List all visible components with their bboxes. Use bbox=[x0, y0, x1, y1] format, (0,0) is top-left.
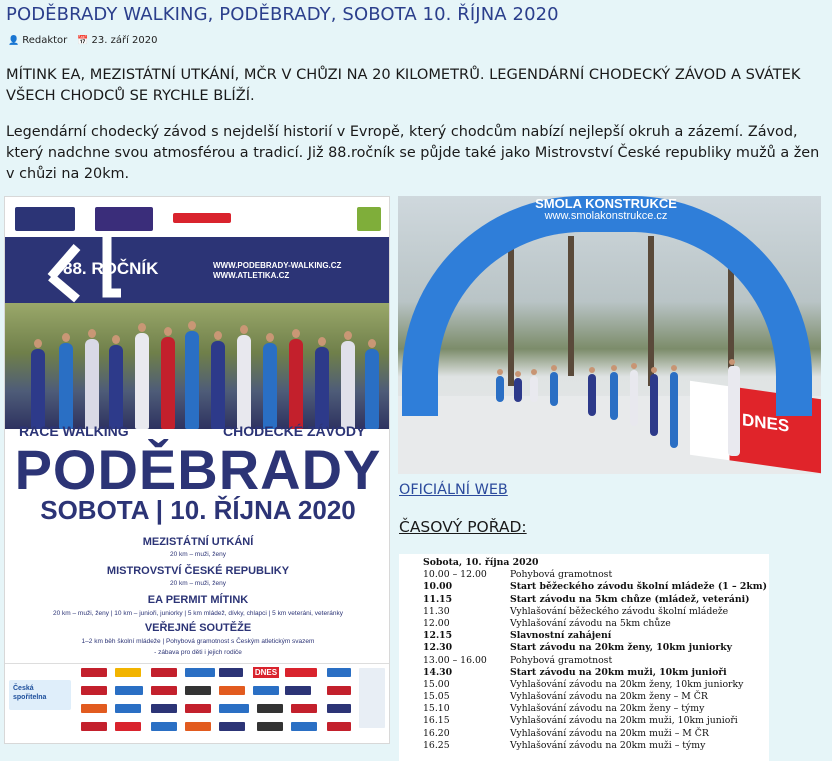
finish-arch bbox=[402, 196, 812, 416]
poster-date: SOBOTA | 10. ŘÍJNA 2020 bbox=[40, 495, 356, 525]
user-icon: 👤 bbox=[8, 36, 20, 46]
sponsor-logo bbox=[257, 704, 283, 713]
sponsor-logo bbox=[219, 704, 249, 713]
walker bbox=[59, 343, 73, 429]
poster-right-heading: CHODECKÉ ZÁVODY bbox=[223, 423, 366, 439]
race-photo-image bbox=[398, 196, 821, 474]
schedule-row bbox=[423, 606, 769, 618]
walker bbox=[161, 337, 175, 429]
poster-line: MISTROVSTVÍ ČESKÉ REPUBLIKY bbox=[106, 565, 290, 577]
poster-edition: 88. ROČNÍK bbox=[63, 259, 159, 278]
sponsor-logo bbox=[185, 686, 211, 695]
schedule-time: 14.30 bbox=[423, 666, 453, 678]
sponsor-logo bbox=[291, 722, 317, 731]
logo-region bbox=[357, 207, 381, 231]
sponsor-mark: DNES bbox=[254, 668, 278, 677]
poster-urls bbox=[213, 261, 341, 281]
poster-line: MEZISTÁTNÍ UTKÁNÍ bbox=[142, 536, 254, 548]
sponsor-logo bbox=[291, 704, 317, 713]
sponsor-logo bbox=[285, 668, 317, 677]
poster-line: 20 km – muži, ženy bbox=[170, 551, 226, 558]
sponsor-logo bbox=[115, 704, 141, 713]
barrier-text: DNES bbox=[742, 410, 790, 436]
sponsor-logo bbox=[219, 668, 243, 677]
sponsor-logo bbox=[185, 668, 215, 677]
walker bbox=[109, 345, 123, 429]
schedule-time: 10.00 – 12.00 bbox=[423, 569, 487, 581]
poster-line: 20 km – muži, ženy bbox=[170, 580, 226, 587]
sponsor-logo bbox=[285, 686, 311, 695]
poster-top-logos bbox=[15, 207, 381, 231]
schedule-time: 16.15 bbox=[423, 715, 450, 727]
schedule-row bbox=[423, 679, 769, 691]
schedule-row bbox=[423, 569, 769, 581]
schedule-event: Vyhlašování závodu na 5km chůze bbox=[510, 617, 671, 629]
sponsor-logo bbox=[327, 668, 351, 677]
sponsor-logo bbox=[115, 722, 141, 731]
poster-sponsors bbox=[5, 663, 390, 744]
walker bbox=[630, 370, 638, 426]
sponsor-logo bbox=[115, 668, 141, 677]
schedule-event: Slavnostní zahájení bbox=[510, 630, 612, 642]
walker bbox=[514, 378, 522, 402]
sponsor-logo bbox=[359, 668, 385, 728]
walker bbox=[315, 347, 329, 429]
schedule-time: 12.15 bbox=[423, 630, 453, 642]
sponsor-logo bbox=[219, 722, 245, 731]
sponsor-logo bbox=[327, 704, 351, 713]
sponsor-logo bbox=[185, 722, 211, 731]
walker bbox=[650, 374, 658, 436]
schedule-event: Vyhlašování závodu na 20km muži – M ČR bbox=[510, 727, 709, 739]
sponsor-logo bbox=[151, 722, 177, 731]
schedule-heading: ČASOVÝ POŘAD: bbox=[399, 518, 527, 536]
schedule-day: Sobota, 10. října 2020 bbox=[423, 557, 539, 568]
sponsor-logo bbox=[81, 686, 107, 695]
schedule-time: 12.30 bbox=[423, 642, 453, 654]
schedule-event: Start závodu na 5km chůze (mládež, veteráni) bbox=[510, 593, 750, 605]
sponsor-logo bbox=[327, 722, 351, 731]
poster-url-1: WWW.PODEBRADY-WALKING.CZ bbox=[213, 261, 342, 270]
sponsor-logo bbox=[185, 704, 211, 713]
schedule-time: 15.10 bbox=[423, 703, 450, 715]
post-date bbox=[77, 35, 157, 46]
poster-line: EA PERMIT MÍTINK bbox=[147, 594, 249, 606]
walker bbox=[341, 341, 355, 429]
poster-line: 1–2 km běh školní mládeže | Pohybová gramotnost s Českým atletickým svazem bbox=[81, 638, 315, 645]
schedule-time: 11.30 bbox=[423, 605, 450, 617]
schedule-event: Vyhlašování závodu na 20km muži, 10km junioři bbox=[510, 715, 738, 727]
schedule-event: Vyhlašování závodu na 20km ženy – M ČR bbox=[510, 691, 708, 703]
walker bbox=[85, 339, 99, 429]
schedule-row bbox=[423, 740, 769, 752]
schedule-event: Pohybová gramotnost bbox=[510, 654, 613, 666]
sponsor-logo bbox=[257, 722, 283, 731]
walker bbox=[670, 372, 678, 448]
official-web-link[interactable]: OFICIÁLNÍ WEB bbox=[399, 482, 508, 498]
schedule-event: Vyhlašování běžeckého závodu školní mládeže bbox=[510, 605, 729, 617]
sponsor-logo bbox=[253, 667, 279, 678]
schedule-row bbox=[423, 691, 769, 703]
schedule-time: 16.20 bbox=[423, 727, 450, 739]
poster-line: - zábava pro děti i jejich rodiče bbox=[154, 649, 242, 656]
walker bbox=[185, 331, 199, 429]
walker bbox=[728, 366, 740, 456]
schedule-row bbox=[423, 667, 769, 679]
walker bbox=[588, 374, 596, 416]
poster-line: 20 km – muži, ženy | 10 km – junioři, juniorky | 5 km mládež, dívky, chlapci | 5 km veteráni, veteránky bbox=[53, 610, 343, 617]
article-title: PODĚBRADY WALKING, PODĚBRADY, SOBOTA 10. ŘÍJNA 2020 bbox=[6, 4, 559, 25]
schedule-event: Vyhlašování závodu na 20km ženy, 10km juniorky bbox=[510, 678, 744, 690]
walker bbox=[496, 376, 504, 402]
schedule-time: 16.25 bbox=[423, 739, 450, 751]
sponsor-logo bbox=[151, 704, 177, 713]
walker bbox=[550, 372, 558, 406]
poster-url-2: WWW.ATLETIKA.CZ bbox=[213, 271, 290, 280]
schedule-event: Start běžeckého závodu školní mládeže (1 – 2km) bbox=[510, 581, 767, 593]
schedule-table bbox=[399, 554, 769, 761]
sponsor-label: Česká spořitelna bbox=[13, 685, 47, 701]
sponsor-logo bbox=[219, 686, 245, 695]
walker bbox=[135, 333, 149, 429]
post-date-text: 23. září 2020 bbox=[91, 35, 158, 46]
schedule-time: 13.00 – 16.00 bbox=[423, 654, 487, 666]
schedule-row bbox=[423, 715, 769, 727]
article-meta bbox=[8, 35, 158, 46]
schedule-row bbox=[423, 618, 769, 630]
schedule-event: Vyhlašování závodu na 20km ženy – týmy bbox=[510, 703, 705, 715]
author[interactable] bbox=[8, 35, 67, 46]
schedule-time: 12.00 bbox=[423, 617, 450, 629]
arch-text: SMOLA KONSTRUKCE bbox=[535, 196, 677, 211]
poster-walkers-photo bbox=[5, 303, 390, 429]
walker bbox=[263, 343, 277, 429]
walker bbox=[31, 349, 45, 429]
arch-url: www.smolakonstrukce.cz bbox=[544, 210, 668, 222]
walker bbox=[237, 335, 251, 429]
schedule-row bbox=[423, 581, 769, 593]
schedule-event: Vyhlašování závodu na 20km muži – týmy bbox=[510, 739, 706, 751]
logo-ceska-sporitelna bbox=[9, 680, 71, 710]
logo-podebrady bbox=[95, 207, 153, 231]
poster-city: PODĚBRADY bbox=[14, 438, 382, 501]
schedule-row bbox=[423, 655, 769, 667]
poster-left-heading: RACE WALKING bbox=[19, 423, 129, 439]
walker bbox=[530, 376, 538, 402]
walker bbox=[211, 341, 225, 429]
schedule-time: 11.15 bbox=[423, 593, 453, 605]
walker bbox=[289, 339, 303, 429]
schedule-event: Pohybová gramotnost bbox=[510, 569, 613, 581]
schedule-row bbox=[423, 728, 769, 740]
sponsor-logo bbox=[151, 686, 177, 695]
sponsor-logo bbox=[151, 668, 177, 677]
sponsor-logo bbox=[81, 722, 107, 731]
schedule-row bbox=[423, 594, 769, 606]
article-body: Legendární chodecký závod s nejdelší historií v Evropě, který chodcům nabízí nejlepší okruh a zázemí. Závod, který nadchne svou atmosférou a tradicí. Již 88.ročník se půjde také jako Mistrovství České republiky mužů a žen v chůzi na 20km. bbox=[6, 124, 820, 182]
logo-czech-athletics bbox=[15, 207, 75, 231]
poster-line: VEŘEJNÉ SOUTĚŽE bbox=[144, 622, 252, 634]
poster-banner bbox=[5, 237, 390, 303]
sponsor-logo bbox=[81, 704, 107, 713]
walker bbox=[365, 349, 379, 429]
author-name: Redaktor bbox=[22, 35, 68, 46]
schedule-event: Start závodu na 20km ženy, 10km juniorky bbox=[510, 642, 733, 654]
walker bbox=[610, 372, 618, 420]
schedule-row bbox=[423, 642, 769, 654]
sponsor-logo bbox=[81, 668, 107, 677]
calendar-icon: 📅 bbox=[77, 36, 89, 46]
event-poster-image bbox=[4, 196, 390, 744]
sponsor-logo bbox=[115, 686, 143, 695]
schedule-row bbox=[423, 703, 769, 715]
article-lead: MÍTINK EA, MEZISTÁTNÍ UTKÁNÍ, MČR V CHŮZI NA 20 KILOMETRŮ. LEGENDÁRNÍ CHODECKÝ ZÁVOD A SVÁTEK VŠECH CHODCŮ SE RYCHLE BLÍŽÍ. bbox=[6, 66, 801, 104]
schedule-time: 15.00 bbox=[423, 678, 450, 690]
sponsor-logo bbox=[327, 686, 351, 695]
schedule-time: 10.00 bbox=[423, 581, 453, 593]
schedule-event: Start závodu na 20km muži, 10km junioři bbox=[510, 666, 727, 678]
logo-partner bbox=[173, 213, 231, 223]
schedule-time: 15.05 bbox=[423, 691, 450, 703]
schedule-row bbox=[423, 630, 769, 642]
sponsor-logo bbox=[253, 686, 279, 695]
